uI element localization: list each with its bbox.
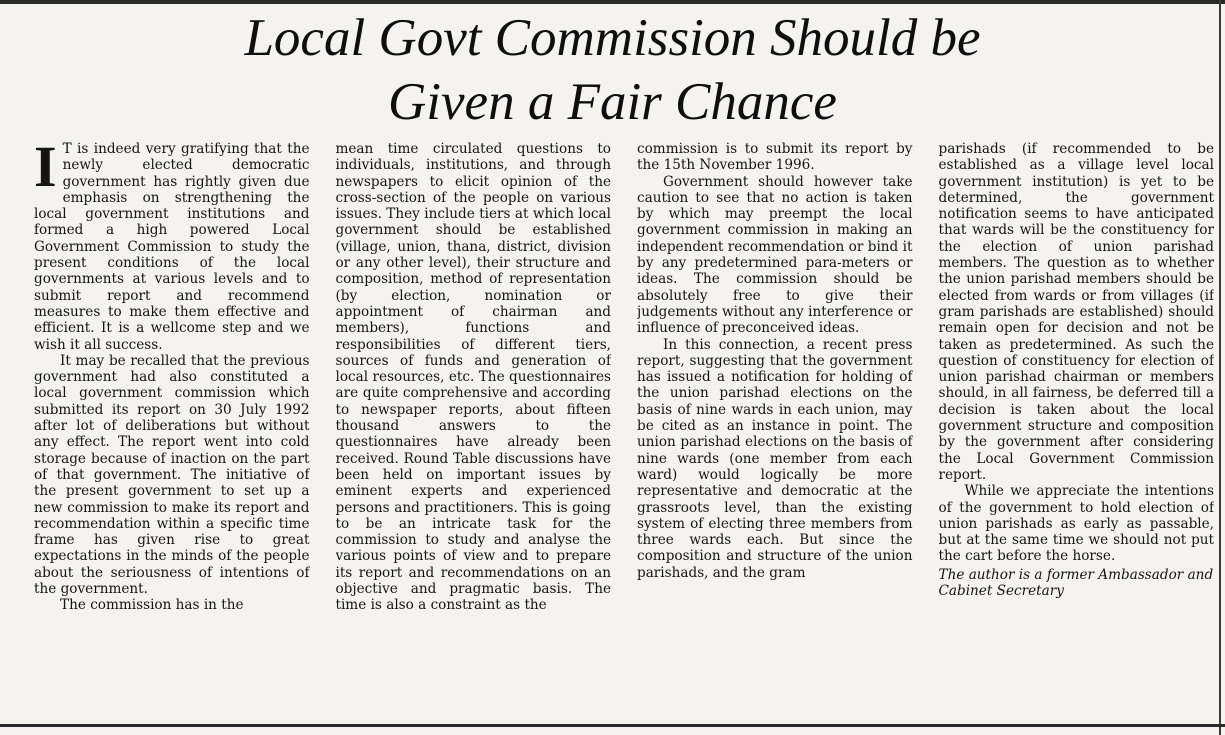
- paragraph: I T is indeed very gratifying that the newly elected democratic government has rightly given due emphasis on strengthening the local government institutions and formed a high powered Local Government Commission to study the present conditions of the local governments at various levels and to submit report and recommend measures to make them effective and efficient. It is a wellcome step and we wish it all success.: [34, 141, 310, 353]
- paragraph: mean time circulated questions to individuals, institutions, and through newspapers to elicit opinion of the cross-section of the people on various issues. They include tiers at which local government should be established (village, union, thana, district, division or any other level), their structure and composition, method of representation (by election, nomination or appointment of chairman and members), functions and responsibilities of different tiers, sources of funds and generation of local resources, etc. The questionnaires are quite comprehensive and according to newspaper reports, about fifteen thousand answers to the questionnaires have already been received. Round Table discussions have been held on important issues by eminent experts and experienced persons and practitioners. This is going to be an intricate task for the commission to study and analyse the various points of view and to prepare its report and recommendations on an objective and pragmatic basis. The time is also a constraint as the: [335, 141, 611, 614]
- paragraph: In this connection, a recent press report, suggesting that the government has issued a notification for holding of the union parishad elections on the basis of nine wards in each union, may be cited as an instance in point. The union parishad elections on the basis of nine wards (one member from each ward) would logically be more representative and democratic at the grassroots level, than the existing system of electing three members from three wards each. But since the composition and structure of the union parishads, and the gram: [637, 336, 913, 581]
- column-3: [637, 141, 913, 719]
- headline-line-2: Given a Fair Chance: [388, 73, 837, 131]
- column-1: [34, 141, 310, 719]
- bottom-rule: [0, 724, 1225, 727]
- author-byline: The author is a former Ambassador and Cabinet Secretary: [938, 566, 1214, 600]
- drop-cap: I: [34, 141, 57, 199]
- headline: [0, 6, 1225, 134]
- headline-line-1: Local Govt Commission Should be: [244, 9, 981, 67]
- paragraph: Government should however take caution to see that no action is taken by which may preempt the local government commission in making an independent recommendation or bind it by any predetermined para-meters or ideas. The commission should be absolutely free to give their judgements without any interference or influence of preconceived ideas.: [637, 173, 913, 337]
- paragraph: commission is to submit its report by the 15th November 1996.: [637, 141, 913, 174]
- column-4: [939, 141, 1215, 719]
- top-rule: [0, 0, 1225, 4]
- paragraph: It may be recalled that the previous government had also constituted a local government commission which submitted its report on 30 July 1992 after lot of deliberations but without any effect. The report went into cold storage because of inaction on the part of that government. The initiative of the present government to set up a new commission to make its report and recommendation within a specific time frame has given rise to great expectations in the minds of the people about the seriousness of intentions of the government.: [34, 352, 310, 598]
- column-2: [336, 141, 612, 719]
- paragraph: parishads (if recommended to be established as a village level local government institution) is yet to be determined, the government notification seems to have anticipated that wards will be the constituency for the election of union parishad members. The question as to whether the union parishad members should be elected from wards or from villages (if gram parishads are established) should remain open for decision and not be taken as predetermined. As such the question of constituency for election of union parishad chairman or members should, in all fairness, be deferred till a decision is taken about the local government structure and composition by the government after considering the Local Government Commission report.: [938, 141, 1214, 483]
- paragraph: The commission has in the: [60, 597, 244, 614]
- article-body: [34, 141, 1214, 719]
- paragraph: While we appreciate the intentions of the government to hold election of union parishads as early as passable, but at the same time we should not put the cart before the horse.: [938, 483, 1214, 565]
